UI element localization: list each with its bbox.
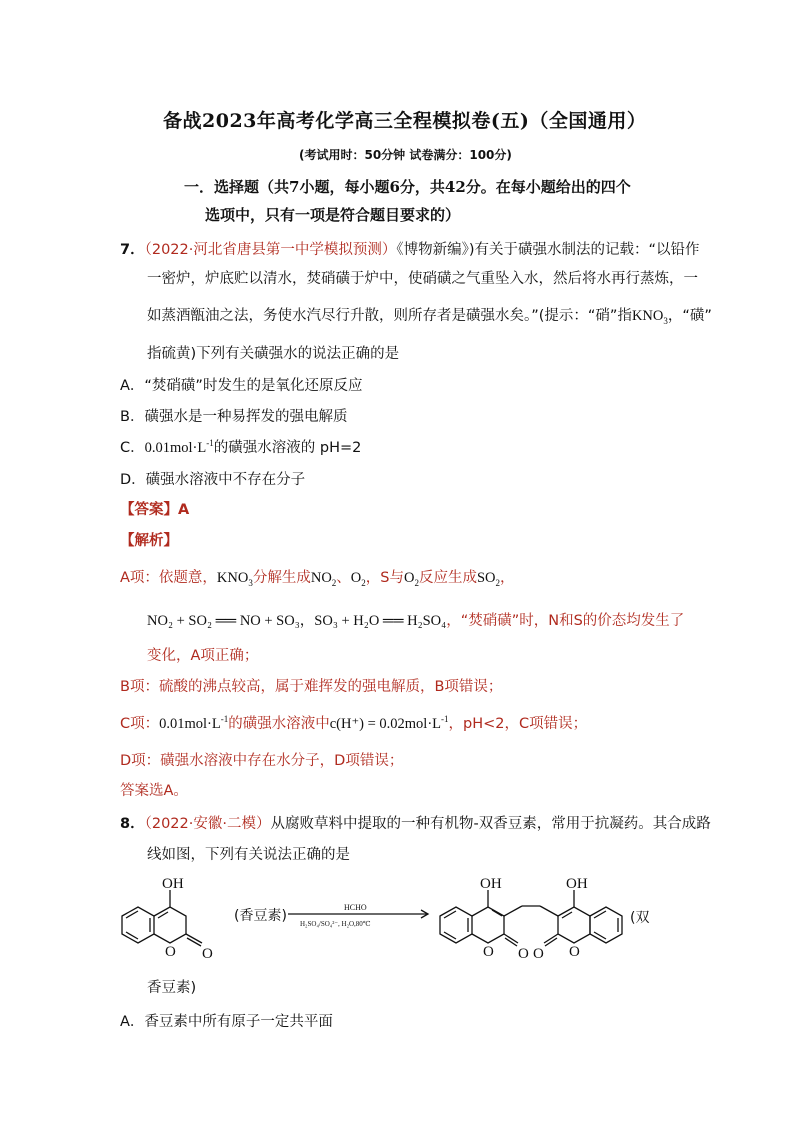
product-ring-o-2: O: [569, 944, 580, 960]
q7-option-b: B．磺强水是一种易挥发的强电解质: [120, 409, 348, 425]
q8-option-a: A．香豆素中所有原子一定共平面: [120, 1014, 333, 1030]
analysis-a-line1: A项：依题意，$KNO_3$分解生成$NO_2$、$O_2$，S与$O_2$反应生成$SO_2$，: [120, 570, 515, 588]
analysis-b: B项：硫酸的沸点较高，属于难挥发的强电解质，B项错误；: [120, 679, 503, 695]
benzene-ring: [122, 907, 154, 943]
reactant-label: (香豆素): [234, 908, 287, 924]
analysis-c: C项：$0.01mol\cdot L^{-1}$的磺强水溶液中$c(H^+) = 0.02mol\cdot L^{-1}$，pH<2，C项错误；: [120, 714, 588, 732]
analysis-a-line2: NO₂ + SO₂ ══ NO + SO₃，SO₃ + H₂O ══ H₂SO₄，“焚硝磺”时，N和S的价态均发生了: [147, 613, 685, 629]
reagent-top: HCHO: [344, 903, 367, 912]
q7-line1: [120, 238, 700, 259]
q7-source: （2022·河北省唐县第一中学模拟预测）: [144, 242, 397, 258]
final-answer: 答案选A。: [120, 783, 188, 799]
reactant-ring-o: O: [165, 944, 176, 960]
equation-1: NO₂ + SO₂ ══ NO + SO₃: [147, 613, 300, 629]
section-heading-line1: 一．选择题（共7小题，每小题6分，共42分。在每小题给出的四个: [184, 178, 631, 196]
analysis-label: 【解析】: [120, 533, 178, 549]
reaction-scheme: [110, 868, 680, 978]
page-title: 备战2023年高考化学高三全程模拟卷(五)（全国通用）: [163, 110, 647, 132]
q7-line4: 指硫黄)下列有关磺强水的说法正确的是: [147, 346, 400, 362]
product-carbonyl-o-2: O: [533, 946, 544, 962]
concentration: $0.01mol\cdot L^{-1}$: [144, 438, 214, 456]
section-heading-line2: 选项中，只有一项是符合题目要求的）: [205, 206, 461, 224]
reactant-name: 香豆素): [147, 980, 197, 996]
kno3-formula: $KNO_3$: [631, 308, 668, 326]
q7-stem-part-2: ，“磺”: [667, 308, 712, 324]
product-ring-o-1: O: [483, 944, 494, 960]
q8-line1: [120, 812, 711, 833]
q7-stem-part: 如蒸酒甑油之法，务使水汽尽行升散，则所存者是磺强水矣。”(提示：“硝”指: [147, 308, 632, 324]
answer-label: 【答案】A: [120, 502, 190, 518]
reactant-carbonyl-o: O: [202, 946, 213, 962]
product-oh-2: OH: [566, 876, 588, 892]
q7-line3: [147, 304, 712, 326]
reactant-oh-label: OH: [162, 876, 184, 892]
q7-option-d: D．磺强水溶液中不存在分子: [120, 472, 306, 488]
q7-line2: 一密炉，炉底贮以清水，焚硝磺于炉中，使硝磺之气重坠入水，然后将水再行蒸炼，一: [147, 271, 698, 287]
q7-number: 7．: [120, 242, 145, 258]
q7-stem: 《博物新编》)有关于磺强水制法的记载：“以铅作: [396, 242, 700, 258]
analysis-a-line3: 变化，A项正确；: [147, 648, 259, 664]
q8-source: （2022·安徽·二模）: [144, 816, 271, 832]
analysis-d: D项：磺强水溶液中存在水分子，D项错误；: [120, 753, 404, 769]
product-label: (双: [630, 910, 650, 926]
q8-stem: 从腐败草料中提取的一种有机物-双香豆素，常用于抗凝药。其合成路: [270, 816, 711, 832]
product-carbonyl-o-1: O: [518, 946, 529, 962]
equation-2: SO₃ + H₂O ══ H₂SO₄: [314, 613, 447, 629]
exam-info: (考试用时：50分钟 试卷满分：100分): [299, 148, 512, 162]
q7-option-c: C．$0.01mol\cdot L^{-1}$的磺强水溶液的 pH=2: [120, 438, 362, 456]
q8-number: 8．: [120, 816, 145, 832]
product-oh-1: OH: [480, 876, 502, 892]
q8-line2: 线如图，下列有关说法正确的是: [147, 847, 350, 863]
q7-option-a: A．“焚硝磺”时发生的是氧化还原反应: [120, 378, 363, 394]
reagent-bottom: H₂SO₄/SO₄²⁻, H₂O,80℃: [300, 920, 371, 928]
